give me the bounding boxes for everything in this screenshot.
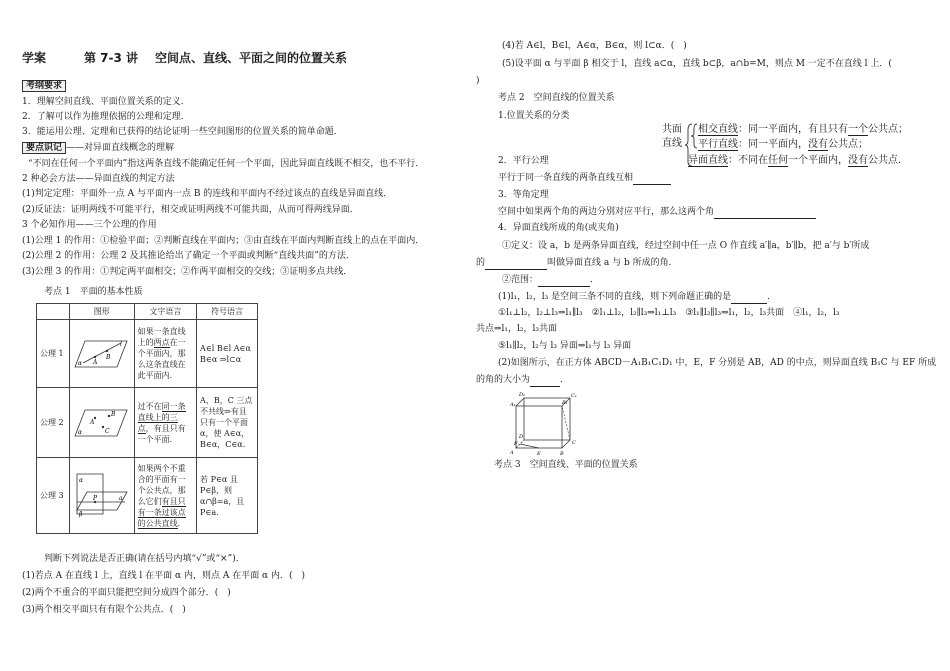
section-heading: 1.位置关系的分类 (498, 111, 570, 121)
practice-2: (2)如图所示，在正方体 ABCD－A₁B₁C₁D₁ 中，E，F 分别是 AB，AD 的中点，则异面直线 B₁C 与 EF 所成 (498, 358, 937, 368)
svg-text:l: l (119, 340, 122, 348)
section-text: 空间中如果两个角的两边分别对应平行，那么这两个角 (498, 206, 816, 219)
svg-text:β: β (78, 510, 83, 518)
practice-2-end: 的角的大小为 ． (476, 375, 570, 385)
svg-text:E: E (537, 451, 541, 456)
concept-text: “不同在任何一个平面内”指这两条直线不能确定任何一个平面，因此异面直线既不相交，也不平行． (28, 159, 425, 169)
svg-text:A: A (92, 358, 98, 366)
axiom-symbol: 若 P∈α 且 P∈β，则 α∩β=a，且 P∈a． (197, 458, 258, 534)
svg-text:C: C (572, 440, 576, 446)
method-2: (2)反证法：证明两线不可能平行，相交或证明两线不可能共面，从而可得两线异面． (22, 205, 359, 215)
angle-definition-2: 的 叫做异面直线 a 与 b 所成的角． (476, 258, 678, 268)
practice-1-option-5: ⑤l₁∥l₂，l₂与 l₃ 异面⇒l₁与 l₃ 异面 (498, 341, 632, 351)
section-heading: 2．平行公理 (498, 156, 549, 166)
page-title: 空间点、直线、平面之间的位置关系 (155, 51, 348, 65)
svg-text:C₁: C₁ (571, 393, 577, 399)
axiom-name: 公理 3 (37, 458, 70, 534)
classification-row: 相交直线：同一平面内，有且只有一个公共点； (698, 124, 908, 135)
yaodian-tag: 要点识记 (22, 142, 66, 154)
axiom-use-2: (2)公理 2 的作用：公理 2 及其推论给出了确定一个平面或判断“直线共面”的方法． (22, 251, 355, 261)
axiom-text: 过不在同一条直线上的三点，有且只有一个平面． (134, 388, 196, 458)
practice-1: (1)l₁，l₂，l₃ 是空间三条不同的直线，则下列命题正确的是 ． (498, 292, 777, 302)
svg-text:a: a (118, 494, 123, 502)
axiom-symbol: A，B，C 三点不共线⇒有且只有一个平面 α，使 A∈α，B∈α，C∈α． (197, 388, 258, 458)
brace-icon (690, 122, 698, 150)
classification-row: 异面直线：不同在任何一个平面内，没有公共点． (688, 155, 908, 166)
svg-text:A: A (89, 418, 95, 426)
svg-text:D₁: D₁ (519, 392, 526, 398)
svg-text:α: α (77, 359, 82, 367)
axiom-use-heading: 3 个必知作用——三个公理的作用 (22, 220, 157, 230)
judge-question: (3)两个相交平面只有有限个公共点．( ) (22, 605, 186, 615)
kaogang-item: 2．了解可以作为推理依据的公理和定理． (22, 112, 190, 122)
axiom-text: 如果一条直线上的两点在一个平面内，那么这条直线在此平面内． (134, 320, 196, 388)
svg-text:A: A (510, 450, 514, 456)
svg-text:B₁: B₁ (562, 400, 568, 406)
yaodian-subtitle: ——对异面直线概念的理解 (66, 143, 175, 153)
judge-question: (1)若点 A 在直线 l 上，直线 l 在平面 α 内，则点 A 在平面 α 内．( ) (22, 571, 306, 581)
cube-figure (510, 388, 580, 456)
axiom-use-1: (1)公理 1 的作用：①检验平面；②判断直线在平面内；③由直线在平面内判断直线上的点在平面内． (22, 236, 425, 246)
kaodian-2-title: 考点 2 空间直线的位置关系 (498, 93, 615, 103)
judge-question-close: ) (476, 76, 480, 86)
angle-range: ②范围： ． (502, 275, 600, 285)
table-row (37, 458, 258, 534)
lesson-number: 第 7-3 讲 (84, 51, 139, 65)
axiom-table (36, 303, 258, 534)
judge-question: (5)设平面 α 与平面 β 相交于 l，直线 a⊂α，直线 b⊂β，a∩b=M，则点 M 一定不在直线 l 上．( (502, 59, 892, 69)
table-header: 图形 (69, 304, 134, 320)
judge-question: (2)两个不重合的平面只能把空间分成四个部分．( ) (22, 588, 231, 598)
svg-text:D: D (519, 434, 524, 440)
svg-text:B: B (110, 410, 116, 418)
axiom-symbol: A∈l B∈l A∈α B∈α ⇒l⊂α (197, 320, 258, 388)
table-row (37, 388, 258, 458)
kaodian-1-title: 考点 1 平面的基本性质 (44, 287, 143, 297)
svg-text:C: C (104, 427, 110, 435)
svg-text:α: α (78, 476, 83, 484)
table-header: 符号语言 (197, 304, 258, 320)
classification-row: 平行直线：同一平面内，没有公共点； (698, 139, 868, 150)
svg-text:α: α (77, 428, 82, 436)
axiom-2-figure (69, 388, 134, 458)
practice-1-options: ①l₁⊥l₂，l₂⊥l₃⇒l₁∥l₃ ②l₁⊥l₂，l₂∥l₃⇒l₁⊥l₃ ③l₁∥l₂∥l₃⇒l₁，l₂，l₃共面 ④l₁，l₂，l₃ (498, 308, 840, 318)
svg-text:P: P (92, 494, 97, 502)
kaodian-3-title: 考点 3 空间直线、平面的位置关系 (494, 460, 638, 470)
kaogang-item: 1．理解空间直线、平面位置关系的定义． (22, 97, 190, 107)
table-row (37, 320, 258, 388)
kaogang-item: 3．能运用公理、定理和已获得的结论证明一些空间图形的位置关系的简单命题． (22, 127, 343, 137)
angle-definition: ①定义：设 a，b 是两条异面直线，经过空间中任一点 O 作直线 a′∥a，b′∥b，把 a′与 b′所成 (502, 241, 870, 251)
axiom-name: 公理 2 (37, 388, 70, 458)
table-header (37, 304, 70, 320)
classification-label: 直线 (662, 138, 682, 149)
svg-text:B: B (105, 353, 111, 361)
axiom-3-figure (69, 458, 134, 534)
classification-label: 共面 (662, 124, 682, 135)
axiom-name: 公理 1 (37, 320, 70, 388)
section-text: 平行于同一条直线的两条直线互相 (498, 172, 671, 185)
two-planes-figure (73, 470, 129, 520)
kaogang-tag: 考纲要求 (22, 80, 66, 92)
doc-label: 学案 (22, 51, 47, 65)
section-heading: 3．等角定理 (498, 190, 549, 200)
svg-text:F: F (514, 441, 518, 447)
method-heading: 2 种必会方法——异面直线的判定方法 (22, 174, 175, 184)
three-points-figure (73, 402, 129, 442)
axiom-text: 如果两个不重合的平面有一个公共点，那么它们有且只有一条过该点的公共直线． (134, 458, 196, 534)
plane-line-figure (73, 333, 129, 373)
axiom-1-figure (69, 320, 134, 388)
axiom-use-3: (3)公理 3 的作用：①判定两平面相交；②作两平面相交的交线；③证明多点共线． (22, 267, 353, 277)
svg-text:A₁: A₁ (510, 402, 516, 408)
svg-text:B: B (560, 451, 564, 456)
judge-instruction: 判断下列说法是否正确(请在括号内填“√”或“×”)． (44, 554, 245, 564)
section-heading: 4．异面直线所成的角(或夹角) (498, 223, 619, 233)
practice-1-options-2: 共点⇒l₁，l₂，l₃共面 (476, 324, 558, 334)
method-1: (1)判定定理：平面外一点 A 与平面内一点 B 的连线和平面内不经过该点的直线是异面直线． (22, 189, 393, 199)
judge-question: (4)若 A∈l，B∈l，A∈α，B∈α，则 l⊂α．( ) (502, 41, 687, 51)
table-header: 文字语言 (134, 304, 196, 320)
